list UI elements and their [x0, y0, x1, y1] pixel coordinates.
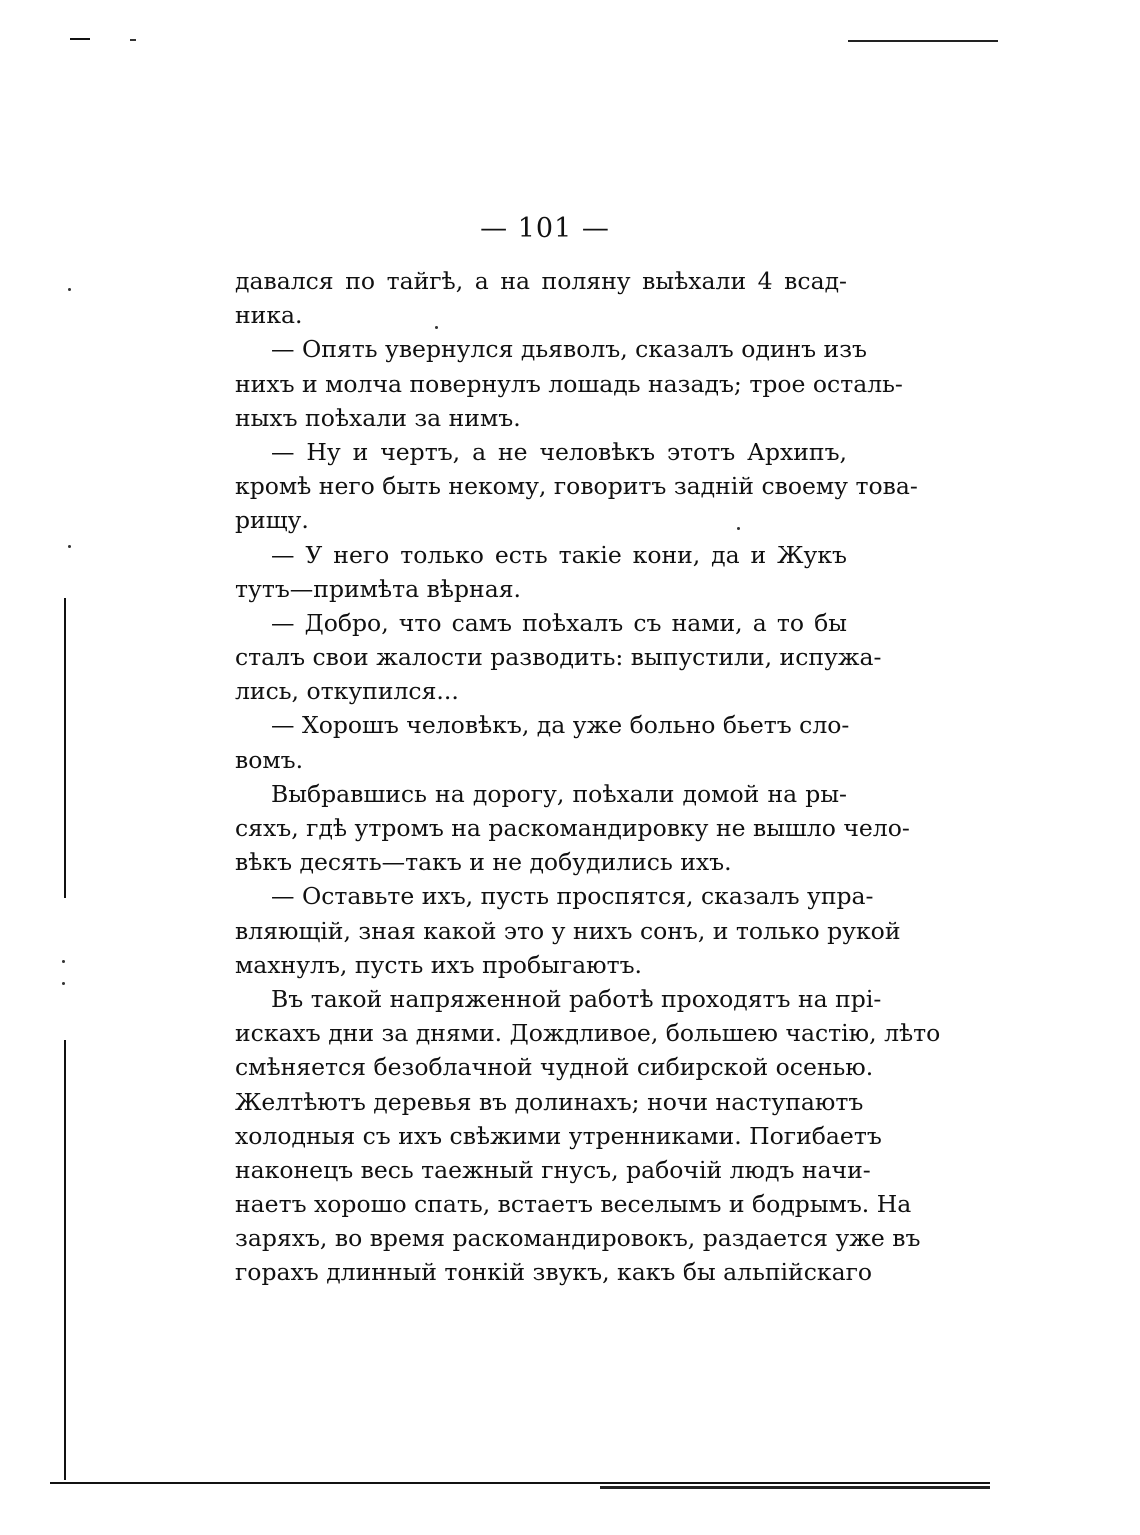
- text-line: — У него только есть такiе кони, да и Жукъ: [271, 540, 847, 569]
- text-line: — Ну и чертъ, а не человѣкъ этотъ Архипъ,: [271, 437, 847, 466]
- page-number: — 101 —: [480, 213, 610, 244]
- text-line: тутъ—примѣта вѣрная.: [235, 574, 521, 603]
- text-line: наконецъ весь таежный гнусъ, рабочiй людъ начи-: [235, 1155, 871, 1184]
- scan-edge-line: [64, 1040, 66, 1480]
- paragraph: [235, 264, 847, 332]
- scan-speck: [68, 545, 71, 548]
- paragraph: [235, 606, 882, 709]
- scan-mark: [130, 39, 136, 41]
- text-line: Желтѣютъ деревья въ долинахъ; ночи наступаютъ: [235, 1087, 864, 1116]
- text-line: искахъ дни за днями. Дождливое, большею частiю, лѣто: [235, 1019, 941, 1048]
- text-line: нихъ и молча повернулъ лошадь назадъ; трое осталь-: [235, 369, 903, 398]
- paragraph: [235, 435, 918, 538]
- text-line: вомъ.: [235, 745, 304, 774]
- paragraph: [235, 332, 903, 435]
- paragraph: [235, 708, 850, 776]
- text-line: сяхъ, гдѣ утромъ на раскомандировку не вышло чело-: [235, 814, 910, 842]
- scan-bottom-rule: [50, 1482, 990, 1484]
- paragraph: [235, 777, 910, 880]
- scan-mark: [70, 38, 90, 40]
- text-line: махнулъ, пусть ихъ пробыгаютъ.: [235, 950, 643, 979]
- text-line: вляющiй, зная какой это у нихъ сонъ, и только рукой: [235, 916, 901, 945]
- text-line: — Оставьте ихъ, пусть проспятся, сказалъ упра-: [271, 882, 874, 911]
- scan-mark: [848, 40, 998, 42]
- text-line: кромѣ него быть некому, говоритъ заднiй своему това-: [235, 472, 918, 501]
- paragraph: [235, 982, 941, 1290]
- paragraph: [235, 538, 847, 606]
- text-line: наетъ хорошо спать, встаетъ веселымъ и бодрымъ. На: [235, 1190, 912, 1219]
- text-line: — Добро, что самъ поѣхалъ съ нами, а то бы: [271, 608, 847, 637]
- scan-speck: [62, 960, 65, 963]
- text-line: Выбравшись на дорогу, поѣхали домой на ры-: [271, 779, 847, 808]
- text-line: смѣняется безоблачной чудной сибирской осенью.: [235, 1053, 874, 1082]
- scan-bottom-rule: [600, 1486, 990, 1489]
- text-line: рищу.: [235, 506, 309, 535]
- text-line: горахъ длинный тонкiй звукъ, какъ бы альпiйскаго: [235, 1258, 873, 1287]
- text-line: — Опять увернулся дьяволъ, сказалъ одинъ изъ: [271, 335, 867, 364]
- text-line: Въ такой напряженной работѣ проходятъ на прi-: [271, 984, 882, 1013]
- paragraph: [235, 879, 901, 982]
- text-line: сталъ свои жалости разводить: выпустили, испужа-: [235, 643, 882, 672]
- text-line: холодныя съ ихъ свѣжими утренниками. Погибаетъ: [235, 1121, 882, 1150]
- scan-edge-line: [64, 598, 66, 898]
- text-line: вѣкъ десять—такъ и не добудились ихъ.: [235, 848, 732, 877]
- scan-speck: [62, 982, 65, 985]
- text-line: давался по тайгѣ, а на поляну выѣхали 4 всад-: [235, 267, 847, 295]
- text-line: ныхъ поѣхали за нимъ.: [235, 403, 521, 432]
- text-line: — Хорошъ человѣкъ, да уже больно бьетъ сло-: [271, 711, 850, 740]
- body-text: [235, 264, 941, 1290]
- scan-speck: [68, 288, 71, 291]
- text-line: ника.: [235, 301, 303, 330]
- text-line: заряхъ, во время раскомандировокъ, раздается уже въ: [235, 1224, 921, 1253]
- text-line: лись, откупился...: [235, 677, 459, 706]
